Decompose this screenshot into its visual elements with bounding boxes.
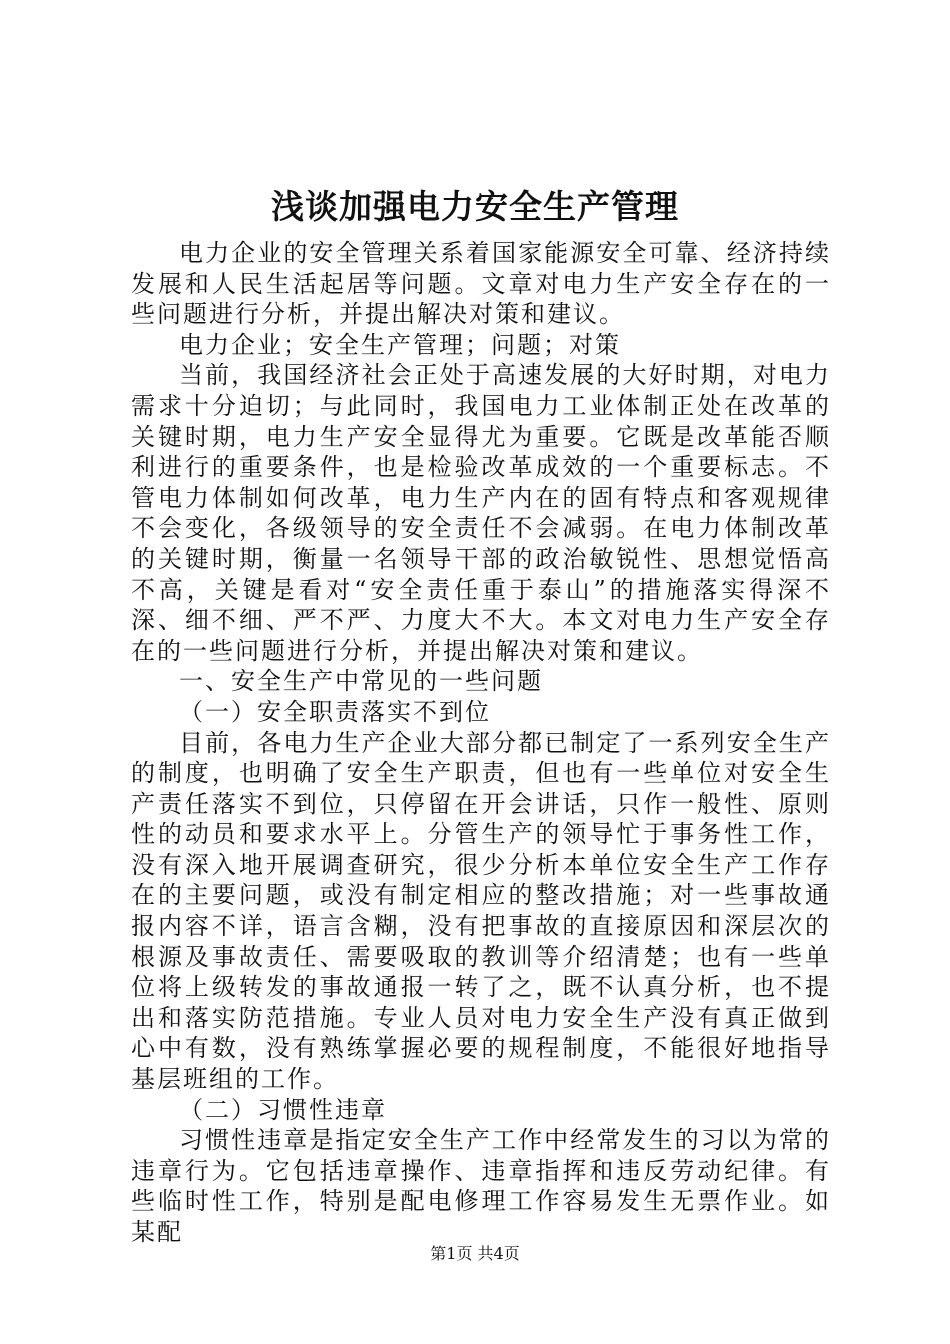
intro-paragraph: 当前，我国经济社会正处于高速发展的大好时期，对电力需求十分迫切；与此同时，我国电力工业体制正处在改革的关键时期，电力生产安全显得尤为重要。它既是改革能否顺利进行的重要条件，也是检验改革成效的一个重要标志。不管电力体制如何改革，电力生产内在的固有特点和客观规律不会变化，各级领导的安全责任不会减弱。在电力体制改革的关键时期，衡量一名领导干部的政治敏锐性、思想觉悟高不高，关键是看对“安全责任重于泰山”的措施落实得深不深、细不细、严不严、力度大不大。本文对电力生产安全存在的一些问题进行分析，并提出解决对策和建议。 bbox=[131, 361, 831, 665]
body-paragraph: 目前，各电力生产企业大部分都已制定了一系列安全生产的制度，也明确了安全生产职责，但也有一些单位对安全生产责任落实不到位，只停留在开会讲话，只作一般性、原则性的动员和要求水平上。分管生产的领导忙于事务性工作，没有深入地开展调查研究，很少分析本单位安全生产工作存在的主要问题，或没有制定相应的整改措施；对一些事故通报内容不详，语言含糊，没有把事故的直接原因和深层次的根源及事故责任、需要吸取的教训等介绍清楚；也有一些单位将上级转发的事故通报一转了之，既不认真分析，也不提出和落实防范措施。专业人员对电力安全生产没有真正做到心中有数，没有熟练掌握必要的规程制度，不能很好地指导基层班组的工作。 bbox=[131, 728, 831, 1094]
document-title: 浅谈加强电力安全生产管理 bbox=[271, 187, 679, 226]
body-paragraph: 习惯性违章是指定安全生产工作中经常发生的习以为常的违章行为。它包括违章操作、违章指挥和违反劳动纪律。有些临时性工作，特别是配电修理工作容易发生无票作业。如某配 bbox=[131, 1126, 831, 1246]
section-heading-1: 一、安全生产中常见的一些问题 bbox=[179, 667, 543, 696]
abstract-paragraph: 电力企业的安全管理关系着国家能源安全可靠、经济持续发展和人民生活起居等问题。文章对电力生产安全存在的一些问题进行分析，并提出解决对策和建议。 bbox=[131, 239, 831, 329]
page-number-footer: 第1页 共4页 bbox=[430, 1244, 520, 1263]
document-body bbox=[131, 238, 831, 1248]
subsection-heading-2: （二）习惯性违章 bbox=[179, 1095, 387, 1124]
subsection-heading-1: （一）安全职责落实不到位 bbox=[179, 697, 491, 726]
keywords-paragraph: 电力企业；安全生产管理；问题；对策 bbox=[179, 330, 621, 359]
